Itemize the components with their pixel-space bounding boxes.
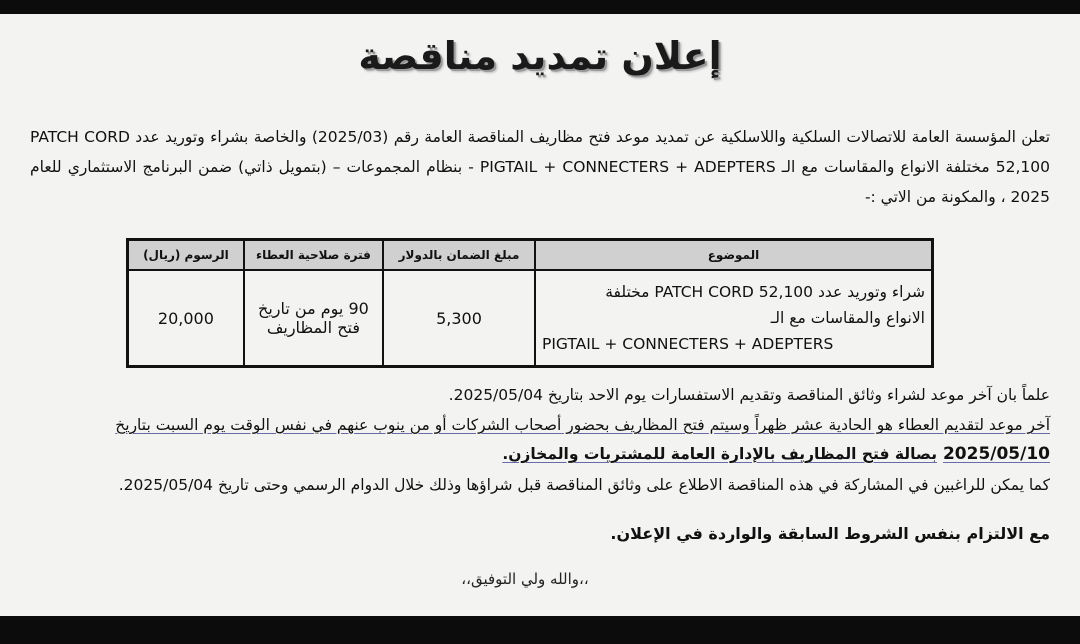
header-subject: الموضوع — [535, 240, 933, 271]
announcement-title: إعلان تمديد مناقصة — [358, 34, 722, 78]
subject-line-2: الانواع والمقاسات مع الـ — [770, 309, 925, 327]
photo-frame-top — [0, 0, 1080, 14]
intro-part5: - بنظام المجموعات – (بتمويل ذاتي) ضمن البرنامج الاستثماري للعام 2025 ، والمكونة من الاتي :- — [30, 158, 1050, 206]
cell-fees: 20,000 — [128, 270, 244, 367]
intro-product: PATCH CORD 52,100 — [30, 128, 1050, 176]
table-row — [128, 270, 933, 367]
intro-part3: مختلفة الانواع والمقاسات مع الـ — [781, 158, 990, 176]
opening-location: بصالة فتح المظاريف بالإدارة العامة للمشتريات والمخازن. — [502, 445, 938, 463]
cell-subject — [535, 270, 933, 367]
photo-frame-bottom — [0, 616, 1080, 644]
intro-paragraph — [30, 122, 1050, 218]
notice-submission-deadline: آخر موعد لتقديم العطاء هو الحادية عشر ظهراً وسيتم فتح المظاريف بحضور أصحاب الشركات أو من ينوب عنهم في نفس الوقت يوم السبت بتاريخ — [115, 416, 1050, 434]
signoff: ،،والله ولي التوفيق،، — [461, 570, 589, 588]
header-fees: الرسوم (ريال) — [128, 240, 244, 271]
closing-statement: مع الالتزام بنفس الشروط السابقة والواردة في الإعلان. — [610, 524, 1050, 543]
tender-table — [126, 238, 934, 368]
opening-date: 2025/05/10 — [942, 444, 1050, 464]
cell-guarantee: 5,300 — [383, 270, 535, 367]
table-header-row — [128, 240, 933, 271]
header-validity: فترة صلاحية العطاء — [244, 240, 383, 271]
validity-line-2: فتح المظاريف — [266, 318, 361, 337]
validity-line-1: 90 يوم من تاريخ — [258, 299, 369, 318]
newspaper-clipping — [0, 14, 1080, 616]
notice-opening-date — [20, 444, 1050, 464]
notice-review-documents: كما يمكن للراغبين في المشاركة في هذه المناقصة الاطلاع على وثائق المناقصة قبل شراؤها وذلك خلال الدوام الرسمي وحتى تاريخ 2025/05/04. — [118, 476, 1050, 494]
intro-part1: تعلن المؤسسة العامة للاتصالات السلكية واللاسلكية عن تمديد موعد فتح مظاريف المناقصة العامة رقم (2025/03) والخاصة بشراء وتوريد عدد — [135, 128, 1051, 146]
subject-line-3: PIGTAIL + CONNECTERS + ADEPTERS — [541, 335, 834, 353]
cell-validity — [244, 270, 383, 367]
notice-purchase-deadline: علماً بان آخر موعد لشراء وثائق المناقصة وتقديم الاستفسارات يوم الاحد بتاريخ 2025/05/04. — [448, 386, 1050, 404]
intro-components: PIGTAIL + CONNECTERS + ADEPTERS — [479, 158, 776, 176]
header-guarantee: مبلغ الضمان بالدولار — [383, 240, 535, 271]
subject-line-1: شراء وتوريد عدد PATCH CORD 52,100 مختلفة — [605, 283, 925, 301]
